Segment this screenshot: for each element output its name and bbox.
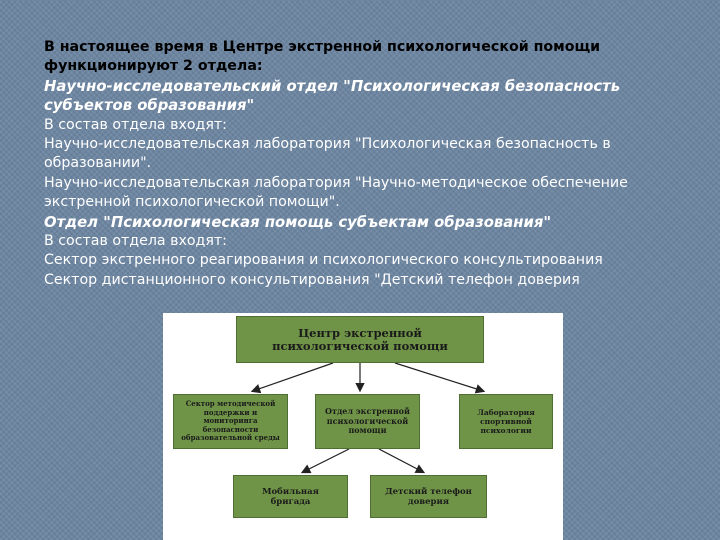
lab2-line-2: экстренной психологической помощи". [44,194,340,211]
dept1-title-line-2: субъектов образования" [44,97,255,115]
node-methodical-sector [173,394,288,449]
node-methodical-line-3: мониторинга [203,416,258,426]
dept1-title-line-1: Научно-исследовательский отдел "Психологическая безопасность [44,77,621,95]
arrow-to-bottom-left-node [303,449,349,472]
node-emergency-line-2: психологической [326,415,409,426]
node-center [236,316,484,363]
node-center-line-2: психологической помощи [272,338,448,353]
dept2-includes: В состав отдела входят: [44,233,227,250]
lab1-line-1: Научно-исследовательская лаборатория "Психологическая безопасность в [44,136,611,153]
node-sport-line-3: психологии [480,426,532,435]
node-mobile-line-2: бригада [270,496,311,507]
node-methodical-line-1: Сектор методической [185,399,276,409]
node-mobile-line-1: Мобильная [262,486,319,497]
lab2-line-1: Научно-исследовательская лаборатория "Научно-методическое обеспечение [44,174,628,191]
node-helpline-line-1: Детский телефон [385,486,472,497]
node-helpline-line-2: доверия [407,496,450,507]
node-sport-line-1: Лаборатория [477,408,535,417]
org-chart [163,313,563,540]
node-methodical-line-2: поддержки и [203,407,258,417]
node-methodical-line-5: образовательной среды [181,433,280,443]
arrow-to-left-node [253,363,333,391]
node-emergency-dept [315,394,420,449]
node-helpline [370,475,487,518]
node-emergency-line-3: помощи [348,425,387,436]
sector2-line: Сектор дистанционного консультирования "Детский телефон доверия [44,271,580,288]
node-mobile-team [233,475,348,518]
node-methodical-line-4: безопасности [202,424,259,434]
slide-text [44,38,684,290]
arrow-to-right-node [395,363,483,391]
node-sport-lab [459,394,553,449]
intro-line-2: функционируют 2 отдела: [44,58,263,75]
sector1-line: Сектор экстренного реагирования и психологического консультирования [44,252,603,269]
lab1-line-2: образовании". [44,155,152,172]
node-sport-line-2: спортивной [480,417,532,426]
node-emergency-line-1: Отдел экстренной [325,406,410,417]
dept2-title: Отдел "Психологическая помощь субъектам образования" [44,213,552,231]
arrow-to-bottom-right-node [379,449,423,472]
node-center-line-1: Центр экстренной [298,325,422,340]
intro-line-1: В настоящее время в Центре экстренной психологической помощи [44,39,601,55]
dept1-includes: В состав отдела входят: [44,116,227,133]
